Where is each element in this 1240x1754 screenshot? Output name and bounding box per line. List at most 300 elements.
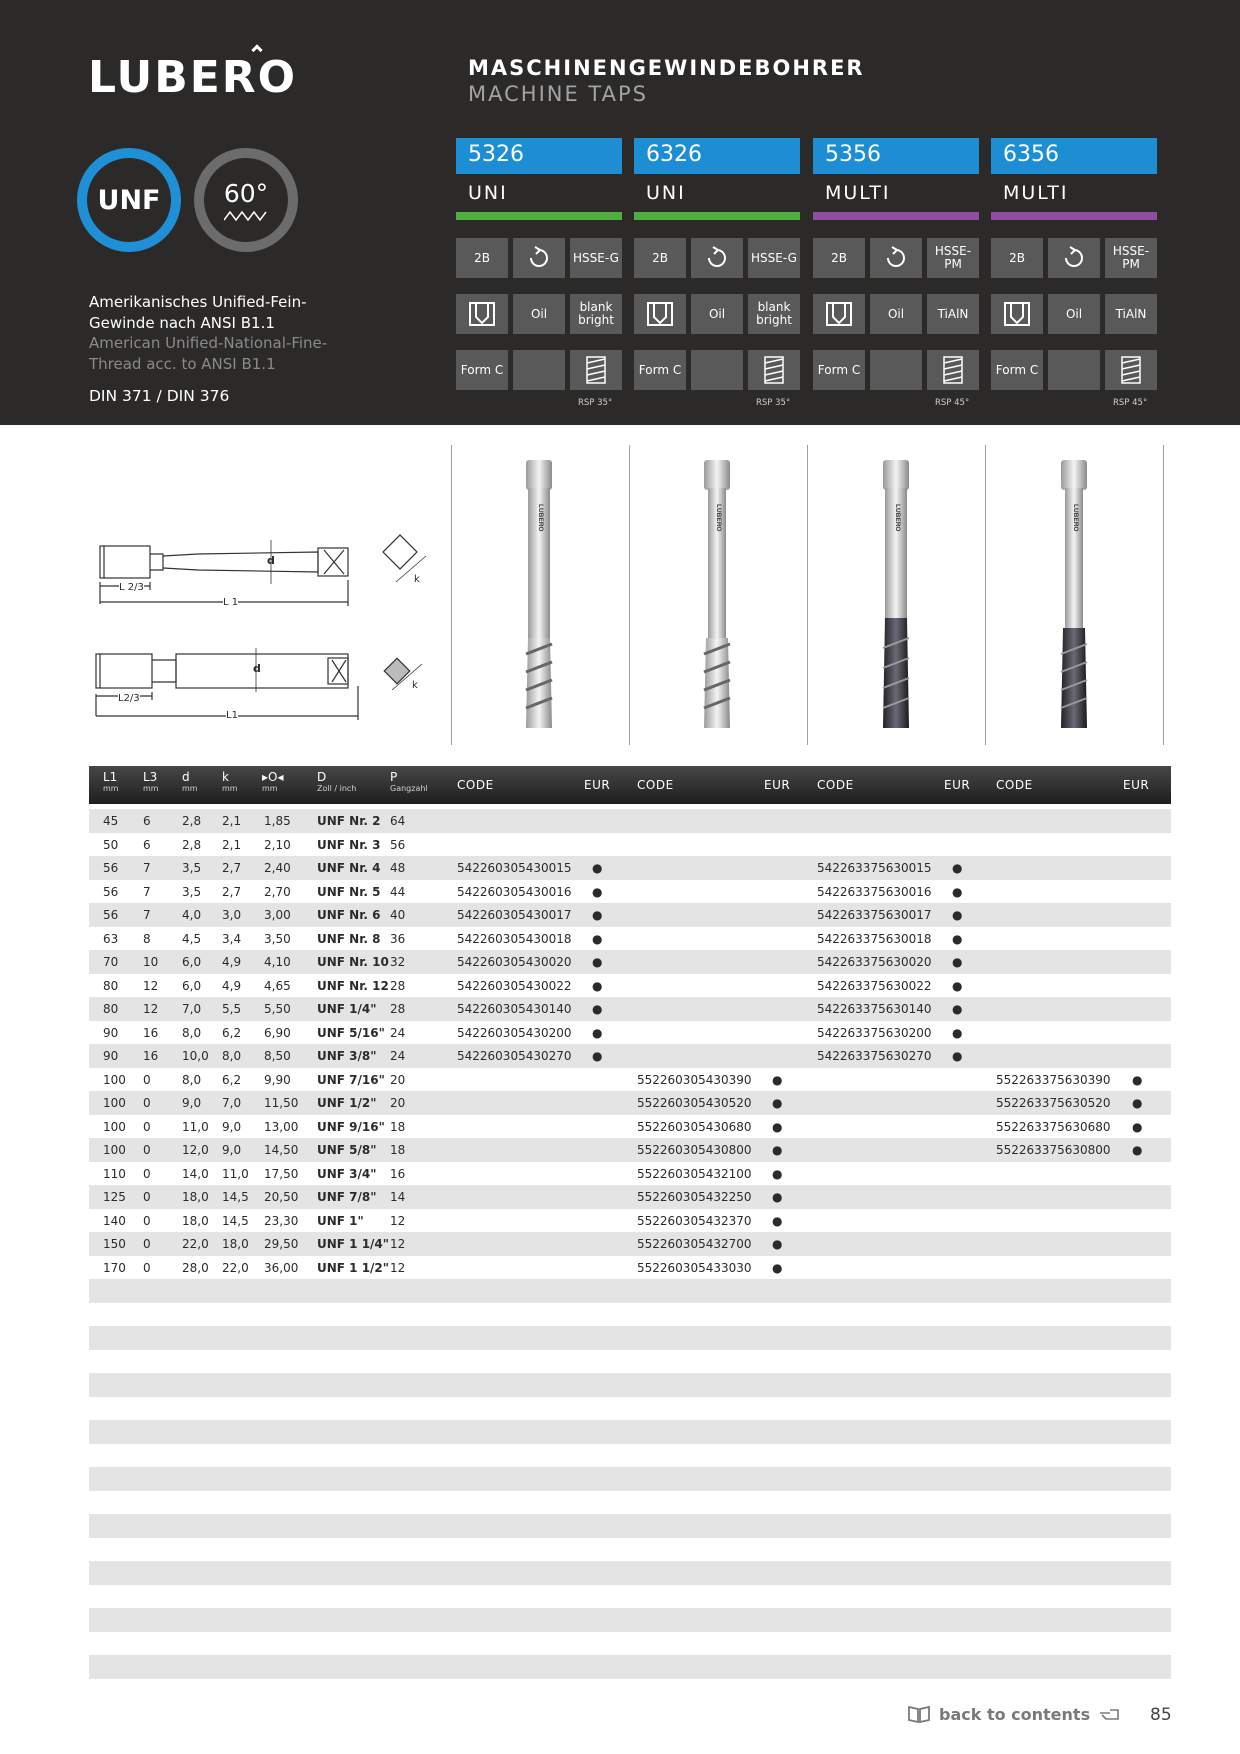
cell-d: 3,5	[182, 884, 202, 899]
empty-table-row	[89, 1514, 1171, 1538]
tolerance-cell: 2B	[634, 238, 686, 278]
tolerance-cell: 2B	[813, 238, 865, 278]
product-column-5356	[813, 138, 979, 220]
cell-drill: 9,90	[264, 1072, 291, 1087]
cell-l3: 7	[143, 908, 151, 922]
cell-d: 22,0	[182, 1237, 209, 1251]
cell-c2: 552260305432250	[637, 1190, 752, 1204]
cell-e1: ●	[592, 1025, 603, 1040]
cell-e4: ●	[1132, 1072, 1143, 1087]
cell-l1: 56	[103, 861, 119, 875]
cell-k: 3,0	[222, 908, 242, 922]
cell-l1: 100	[103, 1096, 126, 1110]
material-cell: HSSE-PM	[927, 238, 979, 278]
cooling-cell: Oil	[870, 294, 922, 334]
table-row	[89, 856, 1171, 880]
cell-l1: 63	[103, 931, 119, 946]
cell-D: UNF Nr. 12	[317, 978, 389, 993]
cell-k: 11,0	[222, 1166, 249, 1181]
table-row	[89, 1185, 1171, 1209]
col-code-2: CODE	[637, 778, 674, 792]
cell-l1: 125	[103, 1190, 126, 1204]
image-divider	[985, 445, 986, 745]
col-code-3: CODE	[817, 778, 854, 792]
cell-e2: ●	[772, 1166, 783, 1181]
cell-k: 5,5	[222, 1002, 242, 1016]
cell-d: 7,0	[182, 1002, 202, 1016]
title-german: MASCHINENGEWINDEBOHRER	[468, 56, 865, 80]
material-cell: HSSE-G	[570, 238, 622, 278]
empty-table-row	[89, 1538, 1171, 1562]
col-pitch: P Gangzahl	[390, 770, 428, 793]
cell-drill: 5,50	[264, 1002, 291, 1016]
cell-D: UNF Nr. 3	[317, 837, 381, 852]
cell-P: 48	[390, 861, 406, 875]
cell-l1: 56	[103, 908, 119, 922]
col-thread: D Zoll / inch	[317, 770, 357, 793]
cell-D: UNF Nr. 8	[317, 931, 381, 946]
cell-l1: 70	[103, 955, 119, 969]
cell-c2: 552260305430680	[637, 1119, 752, 1134]
dim-label-d-a: d	[267, 554, 275, 567]
cell-D: UNF 5/8"	[317, 1143, 377, 1157]
cell-l3: 7	[143, 861, 151, 875]
product-type-bar	[634, 212, 800, 220]
cell-D: UNF 9/16"	[317, 1119, 385, 1134]
page-header	[0, 0, 1240, 425]
material-cell: HSSE-PM	[1105, 238, 1157, 278]
cell-c1: 542260305430018	[457, 931, 572, 946]
cell-c2: 552260305430390	[637, 1072, 752, 1087]
description-de-line2: Gewinde nach ANSI B1.1	[89, 313, 275, 332]
cell-D: UNF Nr. 10	[317, 955, 389, 969]
thread-type-badge	[77, 148, 181, 252]
cell-d: 14,0	[182, 1166, 209, 1181]
cell-l1: 110	[103, 1166, 126, 1181]
cell-l1: 150	[103, 1237, 126, 1251]
table-row	[89, 1044, 1171, 1068]
empty-table-row	[89, 1491, 1171, 1515]
cell-c4: 552263375630680	[996, 1119, 1111, 1134]
table-row	[89, 974, 1171, 998]
product-number: 6326	[634, 138, 800, 174]
cell-d: 11,0	[182, 1119, 209, 1134]
cell-e2: ●	[772, 1213, 783, 1228]
col-l3: L3 mm	[143, 770, 159, 793]
cell-e2: ●	[772, 1119, 783, 1134]
table-row	[89, 1091, 1171, 1115]
cell-l3: 12	[143, 1002, 159, 1016]
cell-c1: 542260305430020	[457, 955, 572, 969]
cell-P: 12	[390, 1260, 406, 1275]
cell-drill: 20,50	[264, 1190, 299, 1204]
empty-table-row	[89, 1561, 1171, 1585]
product-column-5326	[456, 138, 622, 220]
cell-l1: 100	[103, 1072, 126, 1087]
product-column-6326	[634, 138, 800, 220]
product-type: UNI	[646, 182, 686, 204]
cell-e4: ●	[1132, 1096, 1143, 1110]
dim-label-d-b: d	[253, 662, 261, 675]
cell-drill: 6,90	[264, 1025, 291, 1040]
cell-l3: 0	[143, 1237, 151, 1251]
cell-D: UNF Nr. 5	[317, 884, 381, 899]
cell-l1: 140	[103, 1213, 126, 1228]
cell-e3: ●	[952, 978, 963, 993]
product-number: 5356	[813, 138, 979, 174]
coating-cell: TiAlN	[927, 294, 979, 334]
cell-P: 32	[390, 955, 406, 969]
cell-P: 56	[390, 837, 406, 852]
coating-cell: TiAlN	[1105, 294, 1157, 334]
product-type: UNI	[468, 182, 508, 204]
cell-k: 3,4	[222, 931, 242, 946]
rsp-label: RSP 35°	[756, 398, 791, 408]
cell-d: 6,0	[182, 955, 202, 969]
cell-e1: ●	[592, 931, 603, 946]
empty-table-row	[89, 1397, 1171, 1421]
cell-l3: 16	[143, 1049, 159, 1063]
cell-D: UNF 1 1/2"	[317, 1260, 390, 1275]
tool-brand-label: LUBERO	[1072, 504, 1079, 532]
cell-k: 9,0	[222, 1143, 242, 1157]
table-row	[89, 1256, 1171, 1280]
cell-l3: 12	[143, 978, 159, 993]
cell-drill: 8,50	[264, 1049, 291, 1063]
image-divider	[451, 445, 452, 745]
tool-brand-label: LUBERO	[537, 504, 544, 532]
cell-drill: 36,00	[264, 1260, 299, 1275]
cell-l1: 45	[103, 814, 119, 828]
cell-d: 28,0	[182, 1260, 209, 1275]
table-row	[89, 1021, 1171, 1045]
cell-D: UNF 7/8"	[317, 1190, 377, 1204]
cell-P: 28	[390, 978, 406, 993]
cell-l1: 90	[103, 1049, 119, 1063]
through-hole-icon	[456, 294, 508, 334]
cell-d: 12,0	[182, 1143, 209, 1157]
product-number: 5326	[456, 138, 622, 174]
cell-e2: ●	[772, 1260, 783, 1275]
cell-e1: ●	[592, 908, 603, 922]
cell-drill: 2,40	[264, 861, 291, 875]
tap-image-5356	[877, 458, 915, 736]
cell-D: UNF 3/4"	[317, 1166, 377, 1181]
tool-brand-label: LUBERO	[894, 504, 901, 532]
form-cell: Form C	[456, 350, 508, 390]
cell-D: UNF 5/16"	[317, 1025, 385, 1040]
cell-drill: 2,70	[264, 884, 291, 899]
table-row	[89, 809, 1171, 833]
cell-c2: 552260305433030	[637, 1260, 752, 1275]
empty-table-row	[89, 1444, 1171, 1468]
cell-e1: ●	[592, 1002, 603, 1016]
brand-logo: LUBERO	[88, 52, 298, 103]
cell-k: 14,5	[222, 1190, 249, 1204]
cell-P: 24	[390, 1049, 406, 1063]
thread-angle-badge	[194, 148, 298, 252]
cell-l3: 0	[143, 1166, 151, 1181]
cell-e1: ●	[592, 955, 603, 969]
dim-label-l1-b: L1	[226, 710, 238, 721]
empty-cell	[691, 350, 743, 390]
cell-P: 44	[390, 884, 406, 899]
cell-P: 36	[390, 931, 406, 946]
product-type-bar	[456, 212, 622, 220]
pointing-hand-icon	[1098, 1705, 1120, 1723]
cell-d: 4,0	[182, 908, 202, 922]
cell-c3: 542263375630016	[817, 884, 932, 899]
table-row	[89, 997, 1171, 1021]
dim-label-l1-a: L 1	[223, 597, 239, 608]
cell-l1: 90	[103, 1025, 119, 1040]
spiral-flute-icon	[748, 350, 800, 390]
cell-l3: 6	[143, 837, 151, 852]
cell-D: UNF 1"	[317, 1213, 364, 1228]
cell-P: 12	[390, 1237, 406, 1251]
form-cell: Form C	[813, 350, 865, 390]
product-column-6356	[991, 138, 1157, 220]
cell-P: 40	[390, 908, 406, 922]
cell-e3: ●	[952, 908, 963, 922]
cell-D: UNF Nr. 2	[317, 814, 381, 828]
cell-P: 20	[390, 1072, 406, 1087]
cell-c1: 542260305430022	[457, 978, 572, 993]
product-type: MULTI	[825, 182, 891, 204]
title-english: MACHINE TAPS	[468, 82, 648, 106]
cell-e3: ●	[952, 1002, 963, 1016]
cell-k: 4,9	[222, 955, 242, 969]
cell-drill: 13,00	[264, 1119, 299, 1134]
cell-l3: 8	[143, 931, 151, 946]
cell-P: 28	[390, 1002, 406, 1016]
coating-cell: blank bright	[570, 294, 622, 334]
cell-d: 18,0	[182, 1213, 209, 1228]
cell-c3: 542263375630020	[817, 955, 932, 969]
empty-table-row	[89, 1467, 1171, 1491]
right-hand-rotation-icon	[691, 238, 743, 278]
right-hand-rotation-icon	[1048, 238, 1100, 278]
table-row	[89, 833, 1171, 857]
tolerance-cell: 2B	[456, 238, 508, 278]
cell-D: UNF 1/2"	[317, 1096, 377, 1110]
cell-k: 8,0	[222, 1049, 242, 1063]
cell-c2: 552260305430800	[637, 1143, 752, 1157]
cell-c3: 542263375630018	[817, 931, 932, 946]
right-hand-rotation-icon	[513, 238, 565, 278]
cell-e2: ●	[772, 1190, 783, 1204]
din-standard: DIN 371 / DIN 376	[89, 387, 230, 405]
cell-e2: ●	[772, 1072, 783, 1087]
cell-d: 9,0	[182, 1096, 202, 1110]
cell-l3: 7	[143, 884, 151, 899]
col-drill: ▸O◂ mm	[262, 770, 284, 793]
through-hole-icon	[634, 294, 686, 334]
cell-c3: 542263375630022	[817, 978, 932, 993]
coating-cell: blank bright	[748, 294, 800, 334]
cell-e2: ●	[772, 1237, 783, 1251]
form-cell: Form C	[991, 350, 1043, 390]
cell-l1: 100	[103, 1119, 126, 1134]
spiral-flute-icon	[927, 350, 979, 390]
cell-c4: 552263375630800	[996, 1143, 1111, 1157]
cell-k: 2,7	[222, 884, 242, 899]
table-row	[89, 927, 1171, 951]
cell-e3: ●	[952, 884, 963, 899]
cell-l1: 80	[103, 978, 119, 993]
cooling-cell: Oil	[1048, 294, 1100, 334]
cell-l3: 16	[143, 1025, 159, 1040]
cell-d: 8,0	[182, 1072, 202, 1087]
cell-D: UNF 1/4"	[317, 1002, 377, 1016]
cell-D: UNF 3/8"	[317, 1049, 377, 1063]
table-row	[89, 903, 1171, 927]
cell-D: UNF 1 1/4"	[317, 1237, 390, 1251]
cell-l1: 170	[103, 1260, 126, 1275]
cell-k: 14,5	[222, 1213, 249, 1228]
cell-drill: 4,65	[264, 978, 291, 993]
cell-l1: 50	[103, 837, 119, 852]
cell-l1: 80	[103, 1002, 119, 1016]
cell-c3: 542263375630200	[817, 1025, 932, 1040]
cell-c1: 542260305430140	[457, 1002, 572, 1016]
cell-c2: 552260305432700	[637, 1237, 752, 1251]
description-de-line1: Amerikanisches Unified-Fein-	[89, 293, 307, 311]
form-cell: Form C	[634, 350, 686, 390]
cell-e3: ●	[952, 931, 963, 946]
product-type-bar	[813, 212, 979, 220]
cell-k: 6,2	[222, 1072, 242, 1087]
table-row	[89, 880, 1171, 904]
product-type: MULTI	[1003, 182, 1069, 204]
cell-e1: ●	[592, 1049, 603, 1063]
cell-c3: 542263375630015	[817, 861, 932, 875]
tap-image-5326	[520, 458, 558, 736]
table-row	[89, 1162, 1171, 1186]
cell-drill: 2,10	[264, 837, 291, 852]
cooling-cell: Oil	[691, 294, 743, 334]
table-row	[89, 1115, 1171, 1139]
through-hole-icon	[991, 294, 1043, 334]
cell-drill: 14,50	[264, 1143, 299, 1157]
cell-D: UNF Nr. 6	[317, 908, 381, 922]
cell-k: 6,2	[222, 1025, 242, 1040]
image-divider	[629, 445, 630, 745]
cell-P: 12	[390, 1213, 406, 1228]
cell-drill: 23,30	[264, 1213, 299, 1228]
cell-d: 4,5	[182, 931, 202, 946]
cell-c1: 542260305430200	[457, 1025, 572, 1040]
through-hole-icon	[813, 294, 865, 334]
description-en-line2: Thread acc. to ANSI B1.1	[89, 354, 276, 373]
cell-e1: ●	[592, 861, 603, 875]
cell-k: 2,1	[222, 814, 242, 828]
cell-P: 18	[390, 1143, 406, 1157]
thread-description	[89, 292, 327, 374]
cell-e1: ●	[592, 978, 603, 993]
cell-l3: 0	[143, 1119, 151, 1134]
cell-d: 2,8	[182, 837, 202, 852]
cell-drill: 11,50	[264, 1096, 299, 1110]
table-row	[89, 950, 1171, 974]
cell-k: 2,1	[222, 837, 242, 852]
cell-d: 18,0	[182, 1190, 209, 1204]
cell-l3: 0	[143, 1190, 151, 1204]
cell-d: 3,5	[182, 861, 202, 875]
book-icon	[907, 1704, 931, 1724]
cell-l3: 0	[143, 1260, 151, 1275]
right-hand-rotation-icon	[870, 238, 922, 278]
table-row	[89, 1068, 1171, 1092]
empty-table-row	[89, 1420, 1171, 1444]
tap-image-6326	[698, 458, 736, 736]
cell-k: 4,9	[222, 978, 242, 993]
cell-c3: 542263375630017	[817, 908, 932, 922]
product-number: 6356	[991, 138, 1157, 174]
cell-e2: ●	[772, 1096, 783, 1110]
table-row	[89, 1138, 1171, 1162]
cell-P: 64	[390, 814, 406, 828]
cell-k: 18,0	[222, 1237, 249, 1251]
table-row	[89, 1209, 1171, 1233]
col-eur-1: EUR	[584, 778, 611, 792]
cell-l3: 0	[143, 1213, 151, 1228]
material-cell: HSSE-G	[748, 238, 800, 278]
cell-c4: 552263375630520	[996, 1096, 1111, 1110]
cell-drill: 29,50	[264, 1237, 299, 1251]
cell-d: 8,0	[182, 1025, 202, 1040]
rsp-label: RSP 45°	[1113, 398, 1148, 408]
description-en-line1: American Unified-National-Fine-	[89, 334, 328, 352]
col-eur-3: EUR	[944, 778, 971, 792]
cell-D: UNF Nr. 4	[317, 861, 381, 875]
cell-l1: 56	[103, 884, 119, 899]
cell-e3: ●	[952, 955, 963, 969]
cell-P: 16	[390, 1166, 406, 1181]
col-code-1: CODE	[457, 778, 494, 792]
empty-table-row	[89, 1608, 1171, 1632]
col-l1: L1 mm	[103, 770, 119, 793]
empty-table-row	[89, 1655, 1171, 1679]
cell-P: 20	[390, 1096, 406, 1110]
empty-cell	[1048, 350, 1100, 390]
table-header	[89, 766, 1171, 804]
empty-table-row	[89, 1373, 1171, 1397]
tolerance-cell: 2B	[991, 238, 1043, 278]
cooling-cell: Oil	[513, 294, 565, 334]
cell-e3: ●	[952, 1025, 963, 1040]
cell-drill: 1,85	[264, 814, 291, 828]
empty-cell	[513, 350, 565, 390]
cell-k: 7,0	[222, 1096, 242, 1110]
cell-l3: 0	[143, 1072, 151, 1087]
dim-label-k-a: k	[414, 574, 420, 585]
cell-k: 2,7	[222, 861, 242, 875]
table-row	[89, 1232, 1171, 1256]
col-code-4: CODE	[996, 778, 1033, 792]
empty-table-row	[89, 1279, 1171, 1303]
page-number: 85	[1150, 1705, 1172, 1725]
rsp-label: RSP 35°	[578, 398, 613, 408]
dim-label-l23-a: L 2/3	[119, 582, 144, 593]
cell-P: 14	[390, 1190, 406, 1204]
back-to-contents-link[interactable]	[907, 1704, 1120, 1724]
cell-e4: ●	[1132, 1143, 1143, 1157]
thread-type-label: UNF	[97, 184, 161, 216]
empty-table-row	[89, 1350, 1171, 1374]
cell-l3: 0	[143, 1096, 151, 1110]
cell-c3: 542263375630140	[817, 1002, 932, 1016]
